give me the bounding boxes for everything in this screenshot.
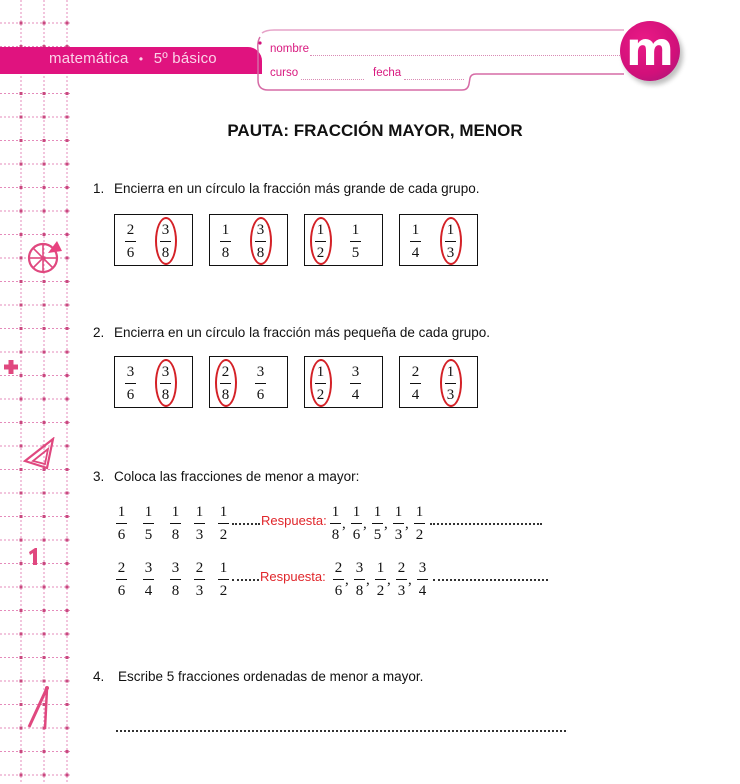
numerator: 3: [161, 364, 170, 380]
answer-fraction: [372, 504, 383, 544]
fraction-option[interactable]: [350, 364, 361, 404]
fraction-bar: [354, 579, 365, 580]
answer-fraction: [330, 504, 341, 544]
fraction-bar: [125, 241, 136, 242]
answer-circle: [215, 359, 237, 407]
fraction-bar: [116, 523, 127, 524]
numerator: 2: [411, 364, 420, 380]
grade-label: 5º básico: [153, 50, 217, 67]
denominator: 8: [221, 245, 230, 261]
student-info-frame: [252, 28, 682, 94]
denominator: 4: [418, 583, 427, 599]
fraction-option[interactable]: [255, 364, 266, 404]
denominator: 5: [351, 245, 360, 261]
denominator: 2: [219, 583, 228, 599]
given-fraction: [143, 504, 154, 544]
subject-name: matemática: [49, 50, 129, 67]
denominator: 3: [195, 527, 204, 543]
fraction-bar: [333, 579, 344, 580]
question-3: [93, 469, 359, 484]
numerator: 1: [351, 222, 360, 238]
numerator: 1: [144, 504, 153, 520]
fraction-bar: [125, 383, 136, 384]
brand-logo: [620, 21, 680, 81]
denominator: 8: [355, 583, 364, 599]
numerator: 1: [195, 504, 204, 520]
denominator: 2: [316, 387, 325, 403]
numerator: 1: [446, 222, 455, 238]
answer-circle: [155, 359, 177, 407]
numerator: 1: [446, 364, 455, 380]
fraction-bar: [410, 383, 421, 384]
numerator: 2: [195, 560, 204, 576]
answer-circle: [310, 217, 332, 265]
denominator: 8: [221, 387, 230, 403]
numerator: 2: [117, 560, 126, 576]
numerator: 3: [256, 222, 265, 238]
numerator: 1: [415, 504, 424, 520]
fraction-option[interactable]: [350, 222, 361, 262]
denominator: 8: [256, 245, 265, 261]
denominator: 3: [397, 583, 406, 599]
denominator: 8: [161, 245, 170, 261]
comma-separator: ,: [363, 516, 367, 532]
fraction-bar: [143, 579, 154, 580]
leader-dots: [232, 579, 259, 581]
fraction-option[interactable]: [220, 222, 231, 262]
numerator: 1: [117, 504, 126, 520]
fraction-bar: [417, 579, 428, 580]
given-fraction: [143, 560, 154, 600]
denominator: 6: [126, 245, 135, 261]
separator-dot: •: [138, 52, 144, 66]
denominator: 3: [195, 583, 204, 599]
numerator: 1: [316, 364, 325, 380]
denominator: 6: [117, 583, 126, 599]
given-fraction: [116, 560, 127, 600]
answer-circle: [440, 359, 462, 407]
given-fraction: [170, 504, 181, 544]
answer-fraction: [354, 560, 365, 600]
fraction-bar: [393, 523, 404, 524]
denominator: 2: [376, 583, 385, 599]
pizza-fraction-icon: [24, 239, 64, 275]
question-number: 1.: [93, 181, 105, 196]
course-label: curso: [270, 67, 299, 79]
answer-fraction: [414, 504, 425, 544]
numerator: 3: [256, 364, 265, 380]
denominator: 4: [411, 245, 420, 261]
fraction-bar: [170, 523, 181, 524]
denominator: 4: [144, 583, 153, 599]
fraction-option[interactable]: [125, 364, 136, 404]
denominator: 6: [256, 387, 265, 403]
course-field[interactable]: [301, 79, 364, 80]
set-square-icon: [22, 437, 56, 471]
fraction-bar: [330, 523, 341, 524]
comma-separator: ,: [408, 572, 412, 588]
given-fraction: [218, 504, 229, 544]
numerator: 3: [171, 560, 180, 576]
question-text: Coloca las fracciones de menor a mayor:: [114, 469, 360, 484]
date-label: fecha: [373, 67, 402, 79]
answer-circle: [440, 217, 462, 265]
numerator: 1: [316, 222, 325, 238]
denominator: 2: [415, 527, 424, 543]
numerator: 1: [411, 222, 420, 238]
fraction-bar: [143, 523, 154, 524]
question-2: [93, 325, 490, 340]
denominator: 2: [219, 527, 228, 543]
comma-separator: ,: [342, 516, 346, 532]
numerator: 1: [219, 560, 228, 576]
question-number: 2.: [93, 325, 105, 340]
denominator: 8: [171, 527, 180, 543]
fraction-bar: [220, 241, 231, 242]
denominator: 2: [316, 245, 325, 261]
numerator: 1: [219, 504, 228, 520]
numerator: 2: [397, 560, 406, 576]
margin-grid: [0, 0, 70, 784]
numerator: 3: [144, 560, 153, 576]
given-fraction: [218, 560, 229, 600]
fraction-option[interactable]: [125, 222, 136, 262]
answer-line[interactable]: [433, 579, 548, 581]
denominator: 3: [446, 245, 455, 261]
answer-circle: [250, 217, 272, 265]
denominator: 4: [351, 387, 360, 403]
numerator: 2: [334, 560, 343, 576]
answer-fraction: [351, 504, 362, 544]
denominator: 8: [161, 387, 170, 403]
numerator: 3: [351, 364, 360, 380]
question-text: Encierra en un círculo la fracción más grande de cada grupo.: [114, 181, 480, 196]
question-1: [93, 181, 479, 196]
compass-icon: [25, 685, 55, 735]
comma-separator: ,: [366, 572, 370, 588]
question-number: 3.: [93, 469, 105, 484]
fraction-bar: [410, 241, 421, 242]
fraction-bar: [255, 383, 266, 384]
numerator: 1: [221, 222, 230, 238]
answer-circle: [155, 217, 177, 265]
question-text: Escribe 5 fracciones ordenadas de menor a mayor.: [118, 669, 424, 684]
plus-icon: [3, 359, 19, 375]
page-title: PAUTA: FRACCIÓN MAYOR, MENOR: [227, 121, 523, 140]
denominator: 6: [117, 527, 126, 543]
denominator: 5: [144, 527, 153, 543]
denominator: 3: [446, 387, 455, 403]
comma-separator: ,: [345, 572, 349, 588]
fraction-option[interactable]: [410, 222, 421, 262]
given-fraction: [194, 560, 205, 600]
numerator: 1: [376, 560, 385, 576]
answer-fraction: [333, 560, 344, 600]
denominator: 4: [411, 387, 420, 403]
answer-circle: [310, 359, 332, 407]
denominator: 6: [352, 527, 361, 543]
given-fraction: [194, 504, 205, 544]
fraction-bar: [350, 383, 361, 384]
fraction-bar: [350, 241, 361, 242]
answer-fraction: [375, 560, 386, 600]
fraction-bar: [170, 579, 181, 580]
date-field[interactable]: [404, 79, 464, 80]
numerator: 2: [126, 222, 135, 238]
answer-label: Respuesta:: [260, 569, 326, 584]
comma-separator: ,: [387, 572, 391, 588]
question-text: Encierra en un círculo la fracción más pequeña de cada grupo.: [114, 325, 490, 340]
fraction-bar: [194, 523, 205, 524]
fraction-bar: [116, 579, 127, 580]
comma-separator: ,: [405, 516, 409, 532]
fraction-bar: [396, 579, 407, 580]
numerator: 2: [221, 364, 230, 380]
name-label: nombre: [270, 43, 309, 55]
comma-separator: ,: [384, 516, 388, 532]
leader-dots: [232, 523, 260, 525]
numerator: 3: [161, 222, 170, 238]
denominator: 6: [334, 583, 343, 599]
numerator: 1: [373, 504, 382, 520]
answer-label: Respuesta:: [261, 513, 327, 528]
given-fraction: [116, 504, 127, 544]
denominator: 3: [394, 527, 403, 543]
question-4: [93, 669, 423, 684]
numerator: 3: [126, 364, 135, 380]
numerator: 3: [355, 560, 364, 576]
fraction-bar: [218, 523, 229, 524]
answer-fraction: [417, 560, 428, 600]
fraction-option[interactable]: [410, 364, 421, 404]
numerator: 3: [418, 560, 427, 576]
fraction-bar: [218, 579, 229, 580]
subject-label: [49, 50, 217, 67]
numerator: 1: [331, 504, 340, 520]
fraction-bar: [414, 523, 425, 524]
fraction-bar: [194, 579, 205, 580]
answer-fraction: [396, 560, 407, 600]
fraction-bar: [375, 579, 386, 580]
fraction-bar: [351, 523, 362, 524]
number-one-icon: [26, 547, 42, 567]
logo-letter: m: [626, 22, 674, 76]
denominator: 8: [171, 583, 180, 599]
answer-line-q4[interactable]: [116, 730, 566, 732]
answer-line[interactable]: [430, 523, 542, 525]
fraction-bar: [372, 523, 383, 524]
denominator: 6: [126, 387, 135, 403]
numerator: 1: [352, 504, 361, 520]
numerator: 1: [171, 504, 180, 520]
numerator: 1: [394, 504, 403, 520]
denominator: 5: [373, 527, 382, 543]
name-field[interactable]: [310, 55, 622, 56]
answer-fraction: [393, 504, 404, 544]
denominator: 8: [331, 527, 340, 543]
question-number: 4.: [93, 669, 105, 684]
given-fraction: [170, 560, 181, 600]
